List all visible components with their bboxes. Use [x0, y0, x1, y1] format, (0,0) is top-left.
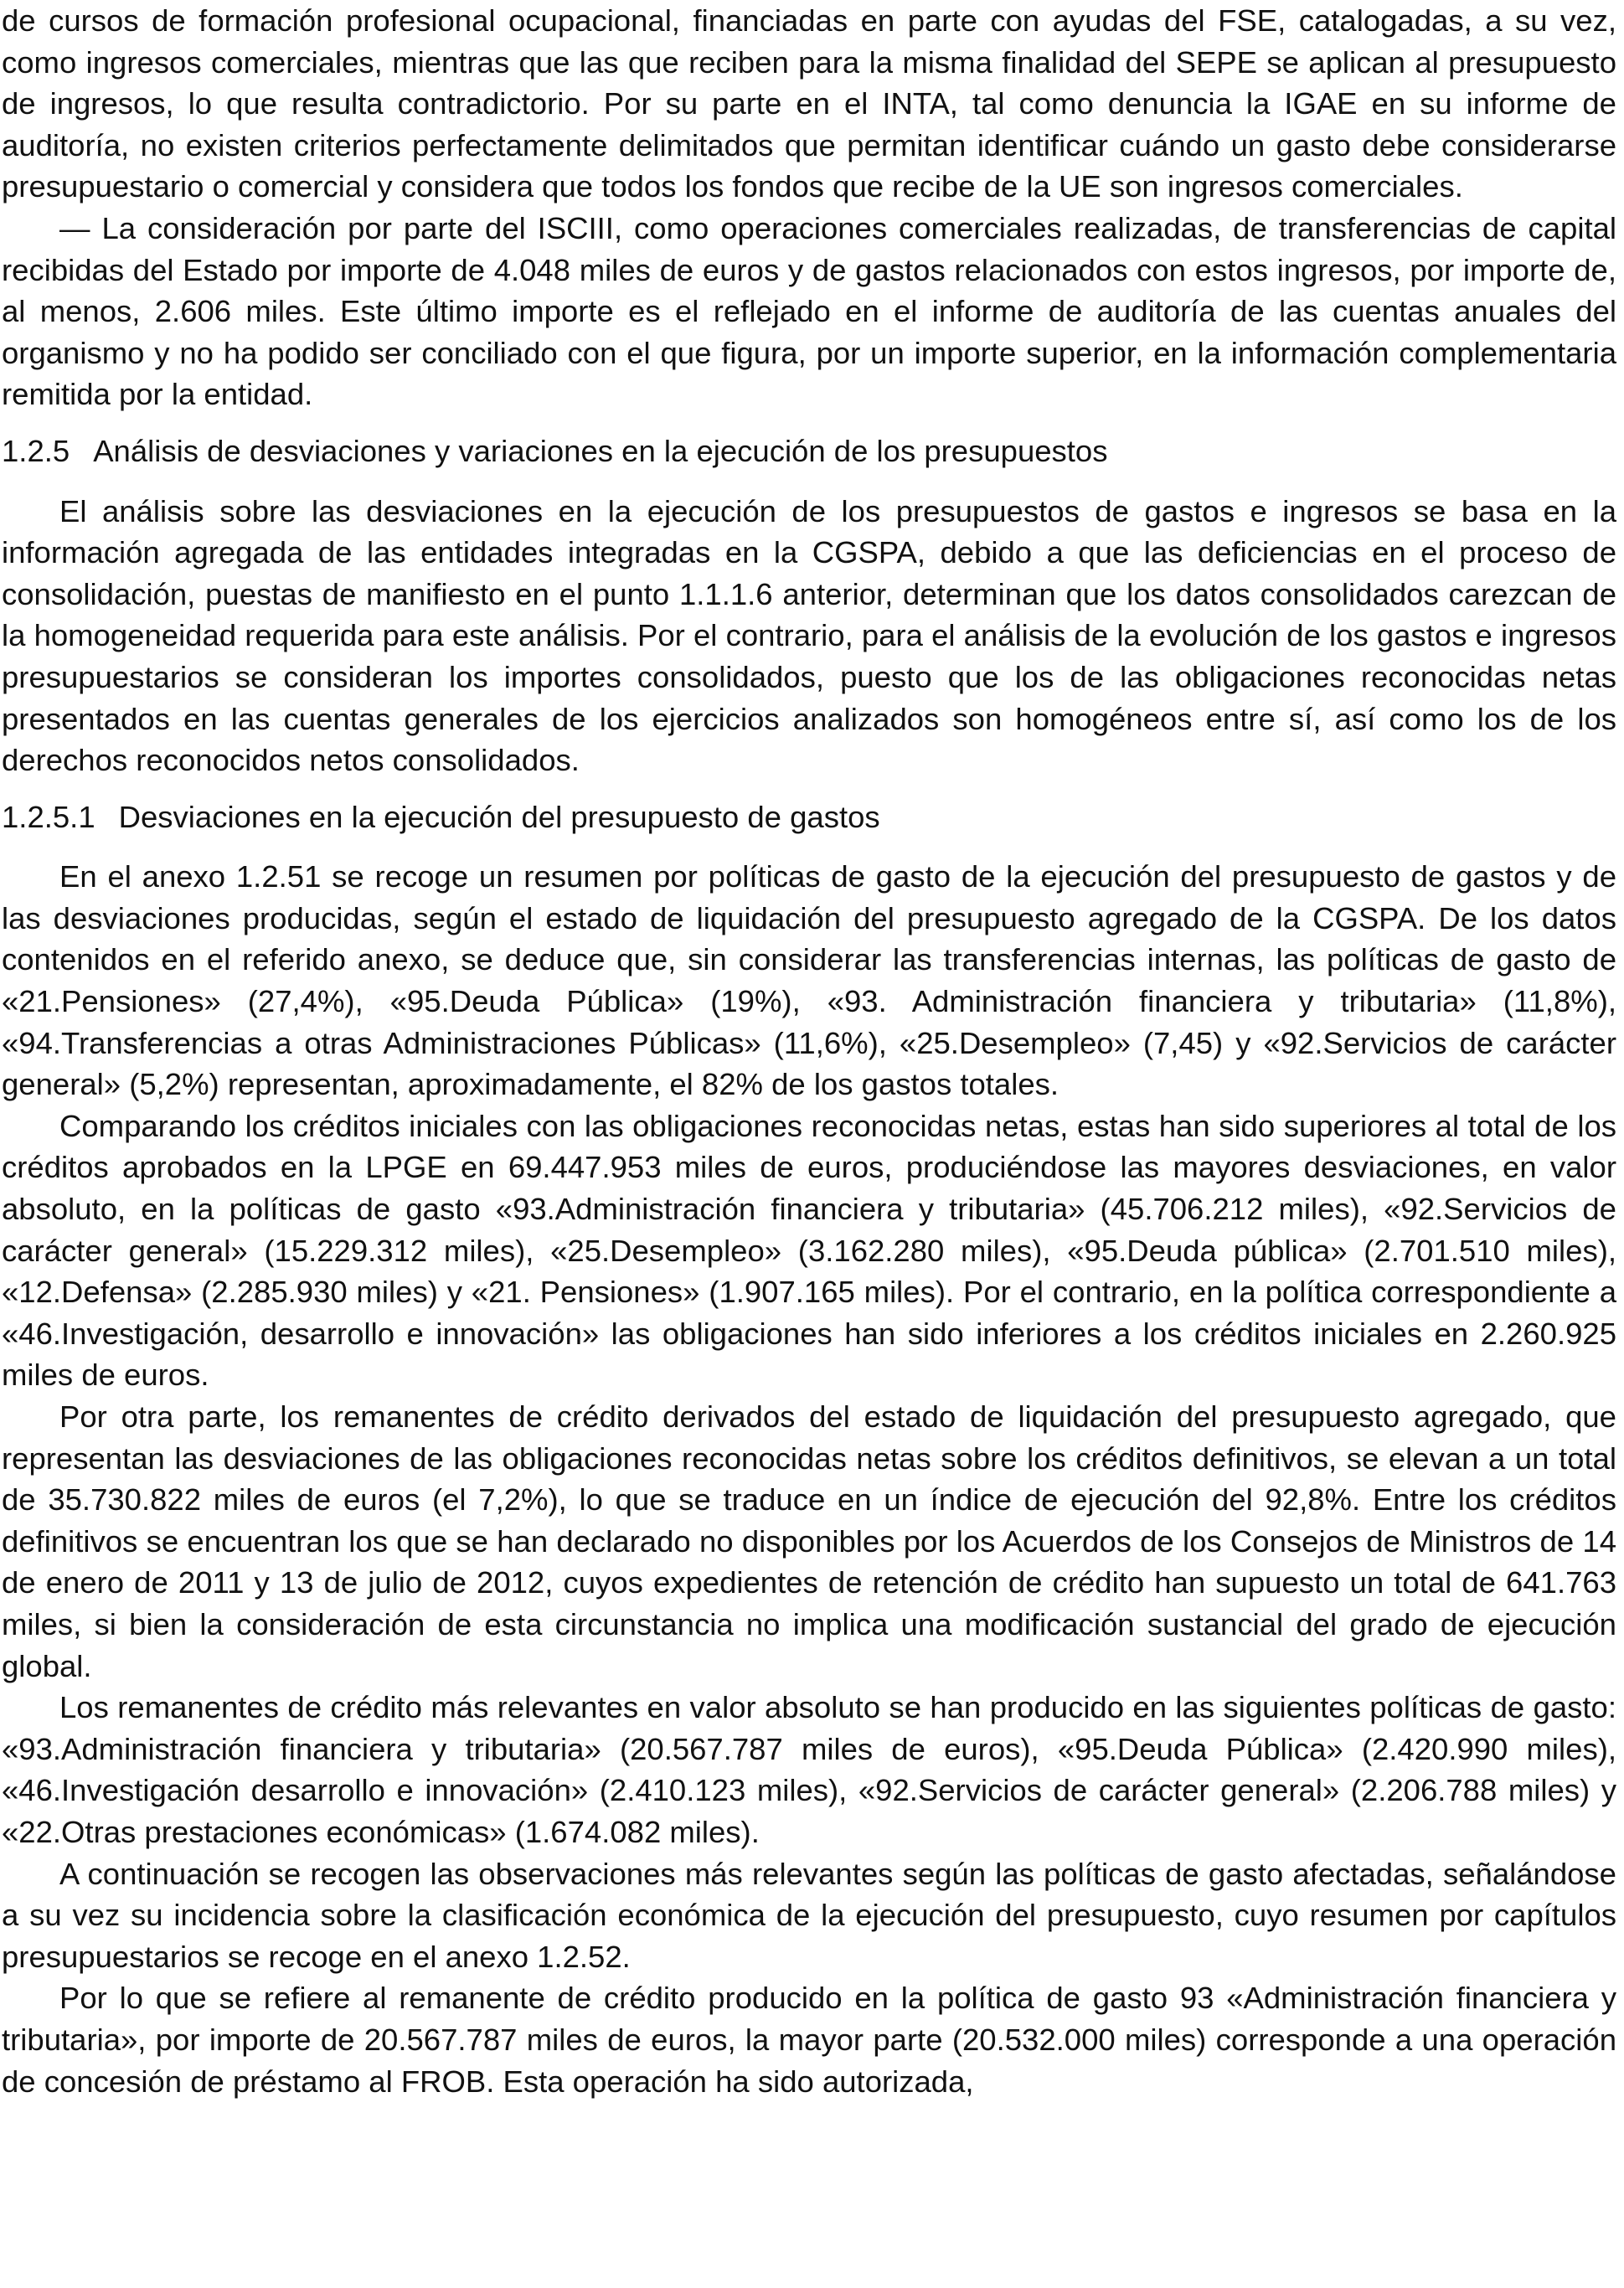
section-number: 1.2.5.1 [2, 799, 95, 834]
section-title: Análisis de desviaciones y variaciones en la ejecución de los presupuestos [93, 433, 1108, 468]
section-number: 1.2.5 [2, 433, 70, 468]
section-heading-1-2-5-1 [2, 796, 1616, 838]
section-heading-1-2-5 [2, 430, 1616, 472]
paragraph-relevant-remainders: Los remanentes de crédito más relevantes en valor absoluto se han producido en las siguientes políticas de gasto: «93.Administración financiera y tributaria» (20.567.787 miles de euros), «95.Deuda Pública» (2.420.990 miles), «46.Investigación desarrollo e innovación» (2.410.123 miles), «92.Servicios de carácter general» (2.206.788 miles) y «22.Otras prestaciones económicas» (1.674.082 miles). [2, 1690, 1616, 1849]
paragraph-annex-summary: En el anexo 1.2.51 se recoge un resumen por políticas de gasto de la ejecución del presupuesto de gastos y de las desviaciones producidas, según el estado de liquidación del presupuesto agregado de la CGSPA. De los datos contenidos en el referido anexo, se deduce que, sin considerar las transferencias internas, las políticas de gasto de «21.Pensiones» (27,4%), «95.Deuda Pública» (19%), «93. Administración financiera y tributaria» (11,8%), «94.Transferencias a otras Administraciones Públicas» (11,6%), «25.Desempleo» (7,45) y «92.Servicios de carácter general» (5,2%) representan, aproximadamente, el 82% de los gastos totales. [2, 859, 1616, 1102]
paragraph-analysis-intro: El análisis sobre las desviaciones en la ejecución de los presupuestos de gastos e ingresos se basa en la información agregada de las entidades integradas en la CGSPA, debido a que las deficiencias en el proceso de consolidación, puestas de manifiesto en el punto 1.1.1.6 anterior, determinan que los datos consolidados carezcan de la homogeneidad requerida para este análisis. Por el contrario, para el análisis de la evolución de los gastos e ingresos presupuestarios se consideran los importes consolidados, puesto que los de las obligaciones reconocidas netas presentados en las cuentas generales de los ejercicios analizados son homogéneos entre sí, así como los de los derechos reconocidos netos consolidados. [2, 493, 1616, 778]
paragraph-credit-remainders: Por otra parte, los remanentes de crédito derivados del estado de liquidación del presupuesto agregado, que representan las desviaciones de las obligaciones reconocidas netas sobre los créditos definitivos, se elevan a un total de 35.730.822 miles de euros (el 7,2%), lo que se traduce en un índice de ejecución del 92,8%. Entre los créditos definitivos se encuentran los que se han declarado no disponibles por los Acuerdos de los Consejos de Ministros de 14 de enero de 2011 y 13 de julio de 2012, cuyos expedientes de retención de crédito han supuesto un total de 641.763 miles, si bien la consideración de esta circunstancia no implica una modificación sustancial del grado de ejecución global. [2, 1399, 1616, 1683]
paragraph-continuation: de cursos de formación profesional ocupacional, financiadas en parte con ayudas del FSE, catalogadas, a su vez, como ingresos comerciales, mientras que las que reciben para la misma finalidad del SEPE se aplican al presupuesto de ingresos, lo que resulta contradictorio. Por su parte en el INTA, tal como denuncia la IGAE en su informe de auditoría, no existen criterios perfectamente delimitados que permitan identificar cuándo un gasto debe considerarse presupuestario o comercial y considera que todos los fondos que recibe de la UE son ingresos comerciales. [2, 3, 1616, 204]
paragraph-iscii-item: — La consideración por parte del ISCIII, como operaciones comerciales realizadas, de transferencias de capital recibidas del Estado por importe de 4.048 miles de euros y de gastos relacionados con estos ingresos, por importe de, al menos, 2.606 miles. Este último importe es el reflejado en el informe de auditoría de las cuentas anuales del organismo y no ha podido ser conciliado con el que figura, por un importe superior, en la información complementaria remitida por la entidad. [2, 210, 1616, 412]
paragraph-observations: A continuación se recogen las observaciones más relevantes según las políticas de gasto afectadas, señalándose a su vez su incidencia sobre la clasificación económica de la ejecución del presupuesto, cuyo resumen por capítulos presupuestarios se recoge en el anexo 1.2.52. [2, 1856, 1616, 1974]
paragraph-frob-loan: Por lo que se refiere al remanente de crédito producido en la política de gasto 93 «Administración financiera y tributaria», por importe de 20.567.787 miles de euros, la mayor parte (20.532.000 miles) corresponde a una operación de concesión de préstamo al FROB. Esta operación ha sido autorizada, [2, 1981, 1616, 2099]
paragraph-initial-credits: Comparando los créditos iniciales con las obligaciones reconocidas netas, estas han sido superiores al total de los créditos aprobados en la LPGE en 69.447.953 miles de euros, produciéndose las mayores desviaciones, en valor absoluto, en la políticas de gasto «93.Administración financiera y tributaria» (45.706.212 miles), «92.Servicios de carácter general» (15.229.312 miles), «25.Desempleo» (3.162.280 miles), «95.Deuda pública» (2.701.510 miles), «12.Defensa» (2.285.930 miles) y «21. Pensiones» (1.907.165 miles). Por el contrario, en la política correspondiente a «46.Investigación, desarrollo e innovación» las obligaciones han sido inferiores a los créditos iniciales en 2.260.925 miles de euros. [2, 1108, 1616, 1393]
section-title: Desviaciones en la ejecución del presupuesto de gastos [118, 799, 880, 834]
